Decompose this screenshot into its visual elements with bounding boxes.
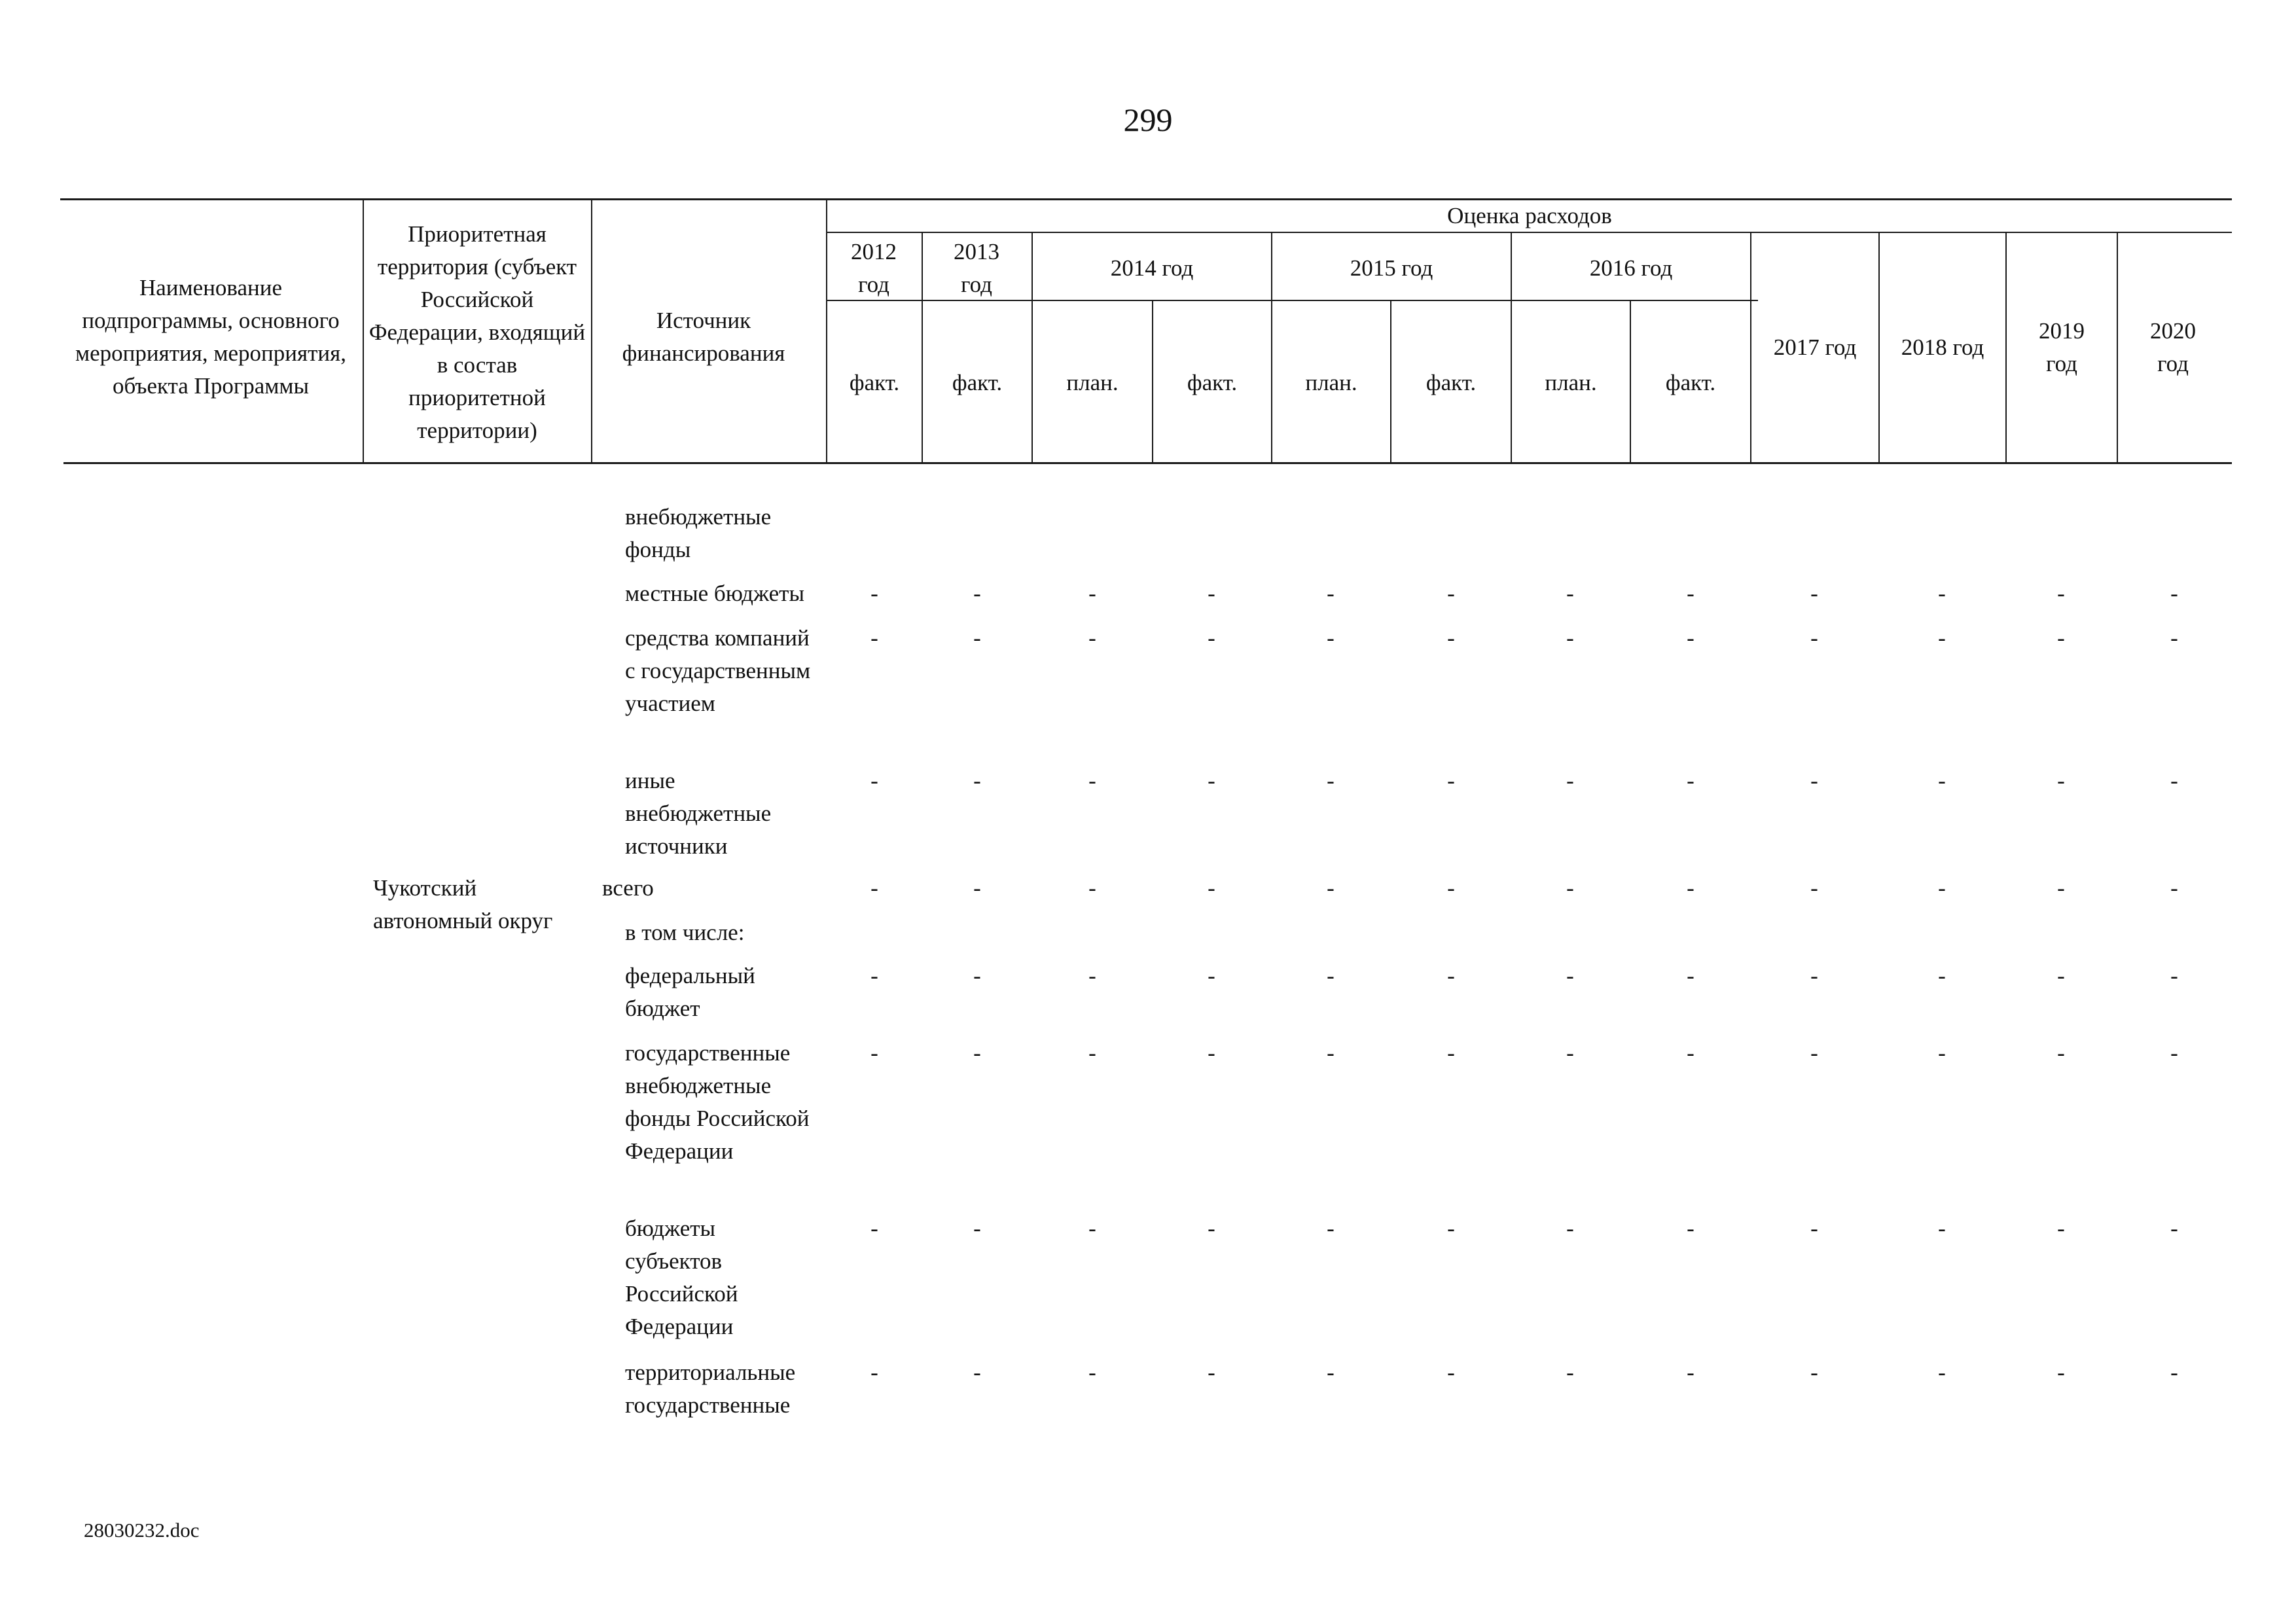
- value-cell: -: [2170, 963, 2178, 988]
- value-cell: -: [870, 768, 878, 793]
- subheader-2014-fact: факт.: [1187, 370, 1238, 395]
- value-cell: -: [973, 768, 981, 793]
- value-cell: -: [1566, 1360, 1574, 1385]
- header-territory-column: Приоритетная территория (субъект Российской Федерации, входящий в состав приоритетной территории): [368, 221, 586, 443]
- value-cell: -: [1088, 581, 1096, 606]
- value-cell: -: [1447, 1216, 1455, 1241]
- value-cell: -: [973, 1360, 981, 1385]
- value-cell: -: [1938, 1360, 1946, 1385]
- value-cell: -: [2170, 581, 2178, 606]
- value-cell: -: [870, 875, 878, 901]
- value-cell: -: [1327, 1216, 1335, 1241]
- value-cell: -: [1687, 875, 1695, 901]
- value-cell: -: [1687, 1040, 1695, 1066]
- col-divider: [2117, 232, 2118, 463]
- value-cell: -: [870, 581, 878, 606]
- subheader-2015-fact: факт.: [1426, 370, 1477, 395]
- subheader-2013-fact: факт.: [952, 370, 1003, 395]
- value-cell: -: [870, 625, 878, 651]
- header-year-2017: 2017 год: [1773, 334, 1857, 360]
- value-cell: -: [1687, 963, 1695, 988]
- value-cell: -: [973, 581, 981, 606]
- col-divider: [363, 198, 364, 463]
- value-cell: -: [973, 1216, 981, 1241]
- value-cell: -: [973, 625, 981, 651]
- value-cell: -: [973, 1040, 981, 1066]
- col-divider: [922, 232, 923, 463]
- header-year-2012: 2012 год: [851, 239, 897, 297]
- value-cell: -: [2057, 875, 2065, 901]
- header-expenses: Оценка расходов: [1447, 203, 1612, 228]
- value-cell: -: [1810, 625, 1818, 651]
- value-cell: -: [1566, 875, 1574, 901]
- subheader-2014-plan: план.: [1066, 370, 1119, 395]
- value-cell: -: [2057, 963, 2065, 988]
- value-cell: -: [1327, 625, 1335, 651]
- subheader-2016-plan: план.: [1545, 370, 1597, 395]
- header-year-2018: 2018 год: [1901, 334, 1984, 360]
- value-cell: -: [1810, 963, 1818, 988]
- value-cell: -: [1687, 581, 1695, 606]
- value-cell: -: [2057, 1216, 2065, 1241]
- value-cell: -: [1938, 963, 1946, 988]
- value-cell: -: [1810, 1360, 1818, 1385]
- value-cell: -: [1938, 1040, 1946, 1066]
- value-cell: -: [1447, 581, 1455, 606]
- value-cell: -: [1447, 625, 1455, 651]
- value-cell: -: [1327, 1040, 1335, 1066]
- source-cell: средства компаний с государственным участием: [625, 625, 811, 716]
- value-cell: -: [1088, 1040, 1096, 1066]
- value-cell: -: [1938, 768, 1946, 793]
- value-cell: -: [1447, 1040, 1455, 1066]
- value-cell: -: [1810, 768, 1818, 793]
- value-cell: -: [1327, 581, 1335, 606]
- value-cell: -: [1088, 1216, 1096, 1241]
- value-cell: -: [1327, 768, 1335, 793]
- col-divider: [591, 198, 592, 463]
- value-cell: -: [1088, 963, 1096, 988]
- value-cell: -: [1566, 768, 1574, 793]
- value-cell: -: [1938, 581, 1946, 606]
- value-cell: -: [973, 875, 981, 901]
- value-cell: -: [1208, 875, 1215, 901]
- value-cell: -: [1938, 625, 1946, 651]
- header-source-column: Источник финансирования: [622, 308, 785, 366]
- source-cell: внебюджетные фонды: [625, 504, 772, 562]
- value-cell: -: [1566, 1040, 1574, 1066]
- source-cell: бюджеты субъектов Российской Федерации: [625, 1216, 738, 1339]
- value-cell: -: [1810, 581, 1818, 606]
- value-cell: -: [1208, 1360, 1215, 1385]
- value-cell: -: [2057, 581, 2065, 606]
- value-cell: -: [1208, 625, 1215, 651]
- source-cell: в том числе:: [625, 920, 745, 945]
- value-cell: -: [1088, 1360, 1096, 1385]
- value-cell: -: [1566, 963, 1574, 988]
- value-cell: -: [1088, 875, 1096, 901]
- value-cell: -: [1447, 1360, 1455, 1385]
- value-cell: -: [1566, 1216, 1574, 1241]
- header-year-2013: 2013 год: [954, 239, 999, 297]
- value-cell: -: [2170, 1216, 2178, 1241]
- value-cell: -: [2170, 1360, 2178, 1385]
- value-cell: -: [2057, 1040, 2065, 1066]
- col-divider: [2005, 232, 2007, 463]
- subheader-2016-fact: факт.: [1665, 370, 1716, 395]
- value-cell: -: [1088, 768, 1096, 793]
- value-cell: -: [1687, 768, 1695, 793]
- value-cell: -: [2057, 625, 2065, 651]
- value-cell: -: [1687, 1360, 1695, 1385]
- subheader-2015-plan: план.: [1305, 370, 1357, 395]
- value-cell: -: [2057, 768, 2065, 793]
- value-cell: -: [2170, 768, 2178, 793]
- value-cell: -: [1687, 625, 1695, 651]
- value-cell: -: [870, 1360, 878, 1385]
- value-cell: -: [1447, 963, 1455, 988]
- value-cell: -: [1208, 963, 1215, 988]
- value-cell: -: [870, 1040, 878, 1066]
- file-name: 28030232.doc: [84, 1519, 200, 1542]
- value-cell: -: [1810, 1040, 1818, 1066]
- value-cell: -: [1938, 875, 1946, 901]
- value-cell: -: [1938, 1216, 1946, 1241]
- header-year-2019: 2019 год: [2039, 318, 2085, 376]
- value-cell: -: [870, 1216, 878, 1241]
- header-year-2016: 2016 год: [1589, 255, 1673, 281]
- value-cell: -: [2170, 875, 2178, 901]
- value-cell: -: [1208, 1216, 1215, 1241]
- value-cell: -: [1566, 581, 1574, 606]
- value-cell: -: [1208, 768, 1215, 793]
- value-cell: -: [1810, 875, 1818, 901]
- source-cell: иные внебюджетные источники: [625, 768, 772, 859]
- header-year-2015: 2015 год: [1350, 255, 1433, 281]
- value-cell: -: [1327, 1360, 1335, 1385]
- value-cell: -: [2170, 625, 2178, 651]
- subheader-2012-fact: факт.: [849, 370, 900, 395]
- header-year-2020: 2020 год: [2150, 318, 2196, 376]
- territory-cell: Чукотский автономный округ: [373, 875, 553, 933]
- value-cell: -: [1208, 581, 1215, 606]
- value-cell: -: [1088, 625, 1096, 651]
- source-cell: местные бюджеты: [625, 581, 804, 606]
- value-cell: -: [870, 963, 878, 988]
- value-cell: -: [1327, 875, 1335, 901]
- source-cell: федеральный бюджет: [625, 963, 755, 1021]
- value-cell: -: [1810, 1216, 1818, 1241]
- header-year-2014: 2014 год: [1110, 255, 1194, 281]
- value-cell: -: [1687, 1216, 1695, 1241]
- value-cell: -: [1447, 875, 1455, 901]
- header-name-column: Наименование подпрограммы, основного мероприятия, мероприятия, объекта Программы: [75, 275, 346, 399]
- value-cell: -: [2170, 1040, 2178, 1066]
- value-cell: -: [2057, 1360, 2065, 1385]
- col-divider: [826, 198, 827, 463]
- value-cell: -: [1566, 625, 1574, 651]
- value-cell: -: [1327, 963, 1335, 988]
- source-cell: всего: [602, 875, 654, 901]
- source-cell: государственные внебюджетные фонды Российской Федерации: [625, 1040, 810, 1164]
- value-cell: -: [973, 963, 981, 988]
- source-cell: территориальные государственные: [625, 1360, 796, 1418]
- value-cell: -: [1447, 768, 1455, 793]
- page-number: 299: [1123, 101, 1173, 138]
- value-cell: -: [1208, 1040, 1215, 1066]
